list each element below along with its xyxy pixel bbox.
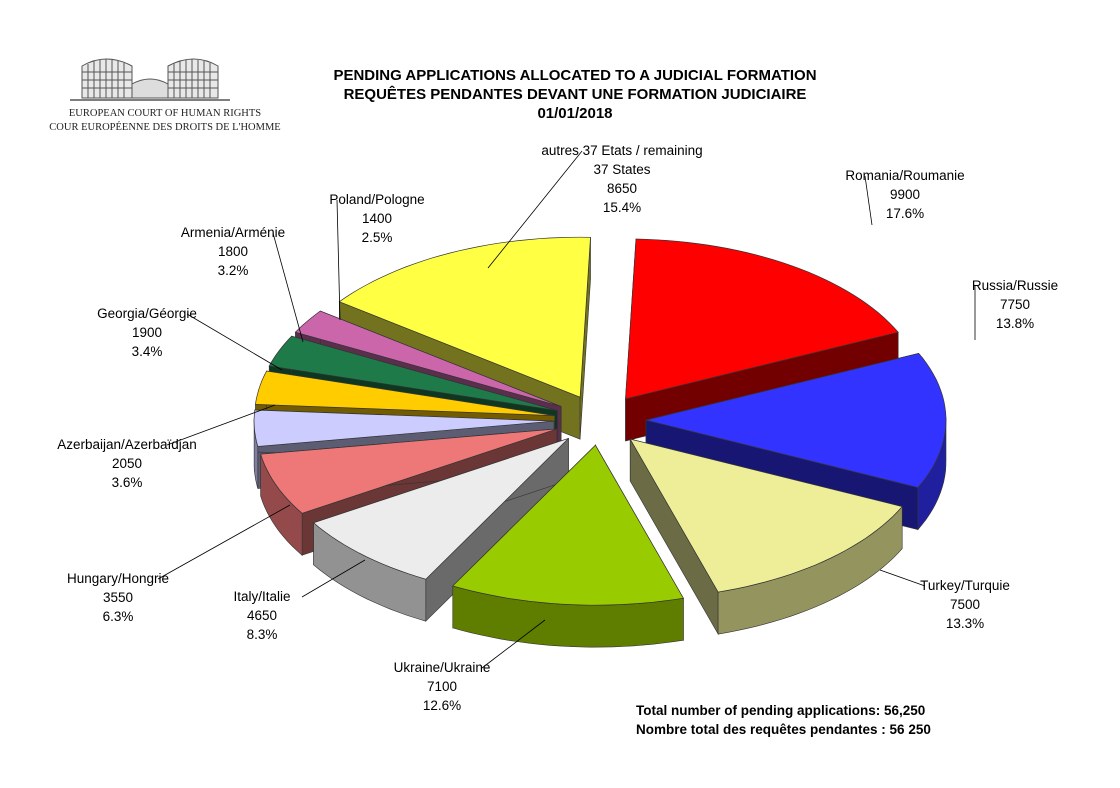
slice-label-1: Romania/Roumanie 9900 17.6%: [845, 168, 965, 221]
leader-line-8: [187, 314, 282, 370]
leader-line-9: [273, 233, 303, 342]
logo-text-en: EUROPEAN COURT OF HUMAN RIGHTS: [68, 108, 262, 119]
slice-label-11: autres 37 Etats / remaining 37 States 8650 15.4%: [541, 143, 703, 215]
slice-label-9: Armenia/Arménie 1800 3.2%: [180, 225, 286, 278]
pie-slices: [254, 237, 946, 647]
slice-label-4: Ukraine/Ukraine 7100 12.6%: [393, 660, 491, 713]
slice-label-2: Russia/Russie 7750 13.8%: [971, 278, 1059, 331]
chart-title-fr: REQUÊTES PENDANTES DEVANT UNE FORMATION JUDICIAIRE: [343, 86, 807, 103]
total-en: Total number of pending applications: 56,250: [636, 703, 926, 718]
totals-block: [636, 701, 931, 739]
slice-label-5: Italy/Italie 4650 8.3%: [233, 589, 291, 642]
leader-line-10: [337, 200, 340, 320]
slice-label-7: Azerbaijan/Azerbaïdjan 2050 3.6%: [57, 437, 197, 490]
leader-line-1: [865, 176, 872, 225]
logo-text-fr: COUR EUROPÉENNE DES DROITS DE L'HOMME: [49, 122, 281, 133]
leader-line-3: [880, 570, 925, 586]
slice-label-10: Poland/Pologne 1400 2.5%: [329, 192, 425, 245]
chart-title-en: PENDING APPLICATIONS ALLOCATED TO A JUDICIAL FORMATION: [333, 67, 817, 84]
slice-label-8: Georgia/Géorgie 1900 3.4%: [97, 306, 197, 359]
slice-label-6: Hungary/Hongrie 3550 6.3%: [66, 571, 170, 624]
slice-label-3: Turkey/Turquie 7500 13.3%: [920, 578, 1010, 631]
leader-line-6: [158, 505, 290, 579]
chart-date: 01/01/2018: [537, 105, 613, 122]
total-fr: Nombre total des requêtes pendantes : 56 250: [636, 722, 931, 737]
